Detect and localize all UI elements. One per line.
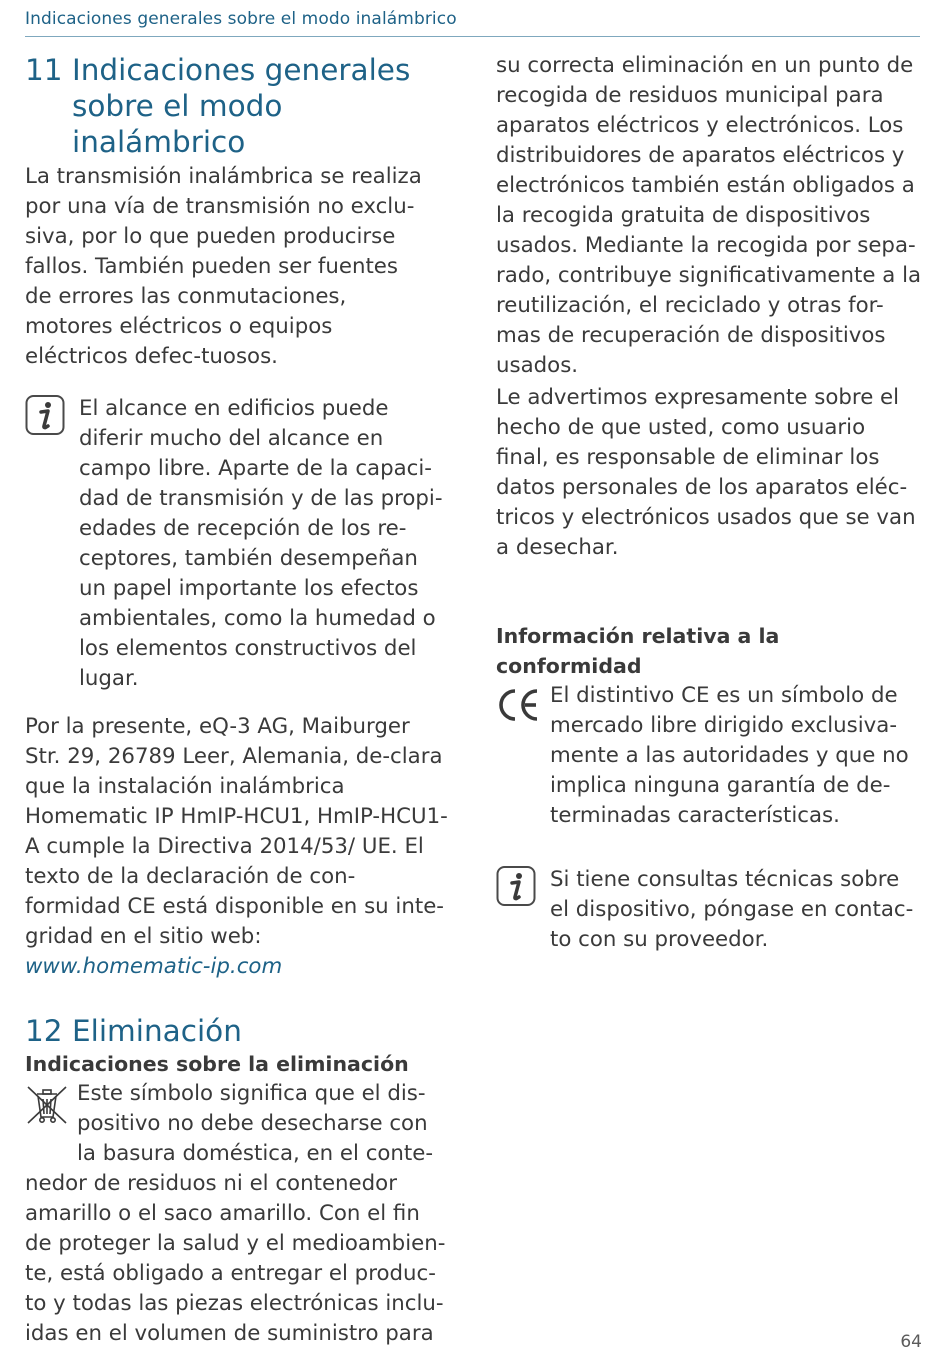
running-head: Indicaciones generales sobre el modo inalámbrico [25,9,457,29]
info-note-support-text: Si tiene consultas técnicas sobre el dispositivo, póngase en contac-to con su proveedor. [550,867,914,952]
section-11-heading [72,52,455,160]
section-11-number: 11 [25,53,63,87]
section-12-number: 12 [25,1014,63,1048]
section-11-heading-line2: sobre el modo inalámbrico [72,89,283,159]
paragraph-declaration: Por la presente, eQ-3 AG, Maiburger Str. 29, 26789 Leer, Alemania, de-clara que la instalación inalámbrica Homematic IP HmIP-HCU1, HmIP-HCU1-A cumple la Directiva 2014/53/ UE. El texto de la declaración de con-formidad CE está disponible en su inte-gridad en el sitio web: [25,714,448,949]
section-12-title [25,1013,455,1049]
right-column [496,51,924,955]
section-12-heading: Eliminación [72,1014,242,1048]
conformity-block [496,681,924,831]
conformity-heading: Información relativa a la conformidad [496,624,780,678]
section-11-heading-line1: Indicaciones generales [72,53,411,87]
paragraph-personal-data: Le advertimos expresamente sobre el hecho de que usted, como usuario final, es responsable de eliminar los datos personales de los aparatos eléc-tricos y electrónicos usados que se van a desechar. [496,385,916,560]
info-icon [25,394,79,436]
left-column [25,52,455,1349]
header-divider [25,36,920,37]
section-11-title [25,52,455,160]
info-icon [496,865,550,907]
crossed-out-bin-icon [25,1079,77,1167]
disposal-block [25,1079,455,1349]
page-number: 64 [900,1332,922,1352]
conformity-text: El distintivo CE es un símbolo de mercado libre dirigido exclusiva-mente a las autoridades y que no implica ninguna garantía de de-terminadas características. [550,683,909,828]
ce-mark-icon [496,681,550,725]
paragraph-transmission: La transmisión inalámbrica se realiza por una vía de transmisión no exclu-siva, por lo que pueden producirse fallos. También pueden ser fuentes de errores las conmutaciones, motores eléctricos o equipos eléctricos defec-tuosos. [25,164,422,369]
website-link-row [25,952,455,982]
info-note-range [25,394,455,694]
disposal-paragraph: Este símbolo significa que el dis-positivo no debe desecharse con la basura doméstica, en el conte-nedor de residuos ni el contenedor amarillo o el saco amarillo. Con el fin de proteger la salud y el medioambien-te, está obligado a entregar el produc-to y todas las piezas electrónicas inclu-idas en el volumen de suministro para [25,1081,446,1346]
website-link[interactable]: www.homematic-ip.com [25,954,283,979]
paragraph-collection: su correcta eliminación en un punto de recogida de residuos municipal para aparatos eléctricos y electrónicos. Los distribuidores de aparatos eléctricos y electrónicos también están obligados a la recogida gratuita de dispositivos usados. Mediante la recogida por sepa-rado, contribuye significativamente a la reutilización, el reciclado y otras for-mas de recuperación de dispositivos usados. [496,53,922,378]
info-note-range-text: El alcance en edificios puede diferir mucho del alcance en campo libre. Aparte de la capaci-dad de transmisión y de las propi-edades de recepción de los re-ceptores, también desempeñan un papel importante los efectos ambientales, como la humedad o los elementos constructivos del lugar. [79,396,443,691]
info-note-support [496,865,924,955]
disposal-subheading: Indicaciones sobre la eliminación [25,1052,409,1076]
